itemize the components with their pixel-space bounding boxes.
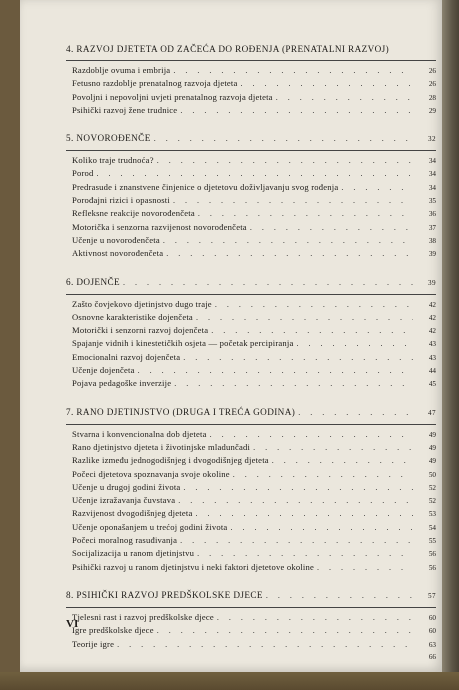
entry-page: 55 (428, 537, 436, 546)
entry-page: 50 (428, 470, 436, 479)
chapter-title-text: 8. PSIHIČKI RAZVOJ PREDŠKOLSKE DJECE (66, 589, 263, 600)
entry-title: Psihički razvoj žene trudnice (72, 104, 178, 115)
entry-page: 37 (428, 223, 436, 232)
entry-page: 52 (428, 497, 436, 506)
entry-page: 26 (428, 80, 436, 89)
leader-dots (211, 325, 413, 337)
chapter-page: 57 (428, 591, 436, 600)
entry-title: Počeci djetetova spoznavanja svoje okoline (72, 468, 230, 479)
chapter-title-text: 7. RANO DJETINJSTVO (DRUGA I TREĆA GODINA) (66, 406, 296, 417)
entry-title: Stvarna i konvencionalna dob djeteta (72, 428, 207, 439)
entry-page: 63 (428, 640, 436, 649)
leader-dots (166, 248, 413, 260)
leader-dots (215, 299, 413, 311)
toc-entry (66, 324, 436, 337)
toc-entry (66, 428, 436, 441)
chapter-title (66, 131, 436, 146)
leader-dots (180, 535, 413, 547)
entry-title: Učenje u drugoj godini života (72, 481, 181, 492)
toc-entry (66, 377, 436, 390)
entry-title: Rano djetinjstvo djeteta i životinjske mladunčadi (72, 441, 251, 452)
entry-title: Počeci moralnog rasuđivanja (72, 535, 178, 546)
chapter-title (66, 275, 436, 290)
entry-page: 53 (428, 510, 436, 519)
chapter-rule (66, 607, 436, 608)
chapter-page: 47 (428, 408, 436, 417)
leader-dots (197, 548, 413, 560)
entry-page: 54 (428, 523, 436, 532)
leader-dots (195, 508, 413, 520)
entry-page: 43 (428, 353, 436, 362)
chapter-rule (66, 424, 436, 425)
entry-title: Refleksne reakcije novorođenčeta (72, 208, 195, 219)
toc-entry (66, 561, 436, 574)
leader-dots (198, 208, 413, 220)
toc-entry (66, 181, 436, 194)
toc-entry (66, 624, 436, 637)
leader-dots (196, 312, 413, 324)
entry-title: Psihički razvoj u ranom djetinjstvu i neki faktori djetetove okoline (72, 561, 315, 572)
toc-entry (66, 167, 436, 180)
toc-entry (66, 64, 436, 77)
entry-page: 36 (428, 210, 436, 219)
entry-page: 49 (428, 457, 436, 466)
entry-page: 29 (428, 106, 436, 115)
leader-dots (97, 168, 413, 180)
entry-page: 39 (428, 250, 436, 259)
toc-entry (66, 234, 436, 247)
leader-dots (163, 235, 413, 247)
chapter-7 (66, 405, 436, 574)
entry-title: Učenje izražavanja čuvstava (72, 495, 176, 506)
entry-page: 52 (428, 483, 436, 492)
toc-entry (66, 638, 436, 651)
leader-dots (341, 182, 413, 194)
table-surface (0, 672, 459, 690)
entry-title: Razdoblje ovuma i embrija (72, 65, 171, 75)
entry-page: 34 (428, 157, 436, 166)
entry-page: 49 (428, 430, 436, 439)
entry-title: Zašto čovjekovo djetinjstvo dugo traje (72, 298, 212, 309)
leader-dots (276, 92, 413, 104)
entry-title: Porođajni rizici i opasnosti (72, 195, 170, 206)
chapter-title (66, 42, 436, 56)
entry-title: Tjelesni rast i razvoj predškolske djece (72, 611, 214, 622)
chapter-rule (66, 60, 436, 61)
chapter-title (66, 588, 436, 603)
leader-dots (266, 589, 413, 603)
entry-title: Socijalizacija u ranom djetinjstvu (72, 548, 195, 559)
leader-dots (138, 365, 413, 377)
chapter-page: 39 (428, 278, 436, 287)
entry-title: Osnovne karakteristike dojenčeta (72, 311, 193, 322)
entry-title: Motorički i senzorni razvoj dojenčeta (72, 325, 209, 336)
leader-dots (298, 406, 413, 420)
leader-dots (183, 352, 413, 364)
chapter-8 (66, 588, 436, 663)
leader-dots (241, 78, 413, 90)
entry-page: 56 (428, 563, 436, 572)
entry-title: Emocionalni razvoj dojenčeta (72, 351, 181, 362)
entry-title: Motorička i senzorna razvijenost novorođenčeta (72, 221, 247, 232)
toc-entry (66, 77, 436, 90)
entry-page: 42 (428, 327, 436, 336)
toc-entry (66, 194, 436, 207)
entry-page: 43 (428, 340, 436, 349)
entry-page: 26 (428, 67, 436, 75)
leader-dots (253, 442, 413, 454)
entry-page: 35 (428, 197, 436, 206)
page-number: VI (66, 618, 79, 630)
toc-entry (66, 454, 436, 467)
toc-entry (66, 221, 436, 234)
entry-title: Igre predškolske djece (72, 625, 154, 636)
entry-page: 34 (428, 170, 436, 179)
book-edge (442, 0, 459, 690)
entry-page: 60 (428, 627, 436, 636)
leader-dots (173, 195, 413, 207)
leader-dots (154, 132, 413, 146)
entry-title: Povoljni i nepovoljni uvjeti prenatalnog razvoja djeteta (72, 91, 273, 102)
leader-dots (272, 455, 413, 467)
toc-entry (66, 534, 436, 547)
entry-page: 56 (428, 550, 436, 559)
toc-entry (66, 494, 436, 507)
toc-entry (66, 507, 436, 520)
chapter-5 (66, 131, 436, 260)
entry-page: 45 (428, 380, 436, 389)
entry-page: 42 (428, 313, 436, 322)
leader-dots (217, 612, 413, 624)
leader-dots (117, 639, 413, 651)
toc-entry (66, 91, 436, 104)
toc-entry (66, 441, 436, 454)
entry-title: Pojava pedagoške inverzije (72, 378, 172, 389)
leader-dots (250, 222, 413, 234)
entry-title: Učenje u novorođenčeta (72, 234, 160, 245)
toc-entry (66, 651, 436, 663)
chapter-title-text: 6. DOJENČE (66, 276, 121, 287)
entry-title: Porod (72, 168, 94, 179)
leader-dots (157, 625, 413, 637)
toc-entry (66, 611, 436, 624)
toc-entry (66, 547, 436, 560)
leader-dots (297, 338, 414, 350)
toc-entry (66, 298, 436, 311)
leader-dots (123, 276, 413, 290)
table-of-contents (66, 42, 436, 672)
chapter-rule (66, 150, 436, 151)
entry-page: 38 (428, 236, 436, 245)
entry-page: 49 (428, 443, 436, 452)
toc-entry (66, 521, 436, 534)
leader-dots (317, 562, 413, 574)
toc-entry (66, 311, 436, 324)
entry-page: 44 (428, 367, 436, 376)
entry-title: Spajanje vidnih i kinestetičkih osjeta — početak percipiranja (72, 338, 294, 349)
leader-dots (230, 522, 413, 534)
entry-page: 66 (428, 652, 436, 661)
toc-entry (66, 337, 436, 350)
entry-title: Aktivnost novorođenčeta (72, 248, 164, 259)
toc-entry (66, 364, 436, 377)
leader-dots (233, 469, 413, 481)
entry-page: 42 (428, 300, 436, 309)
leader-dots (157, 155, 413, 167)
toc-entry (66, 104, 436, 117)
leader-dots (180, 105, 413, 117)
chapter-title-text: 4. RAZVOJ DJETETA OD ZAČEĆA DO ROĐENJA (PRENATALNI RAZVOJ) (66, 44, 390, 54)
entry-title: Razvijenost dvogodišnjeg djeteta (72, 508, 193, 519)
leader-dots (183, 482, 413, 494)
entry-title: Učenje dojenčeta (72, 365, 135, 376)
leader-dots (178, 495, 413, 507)
toc-entry (66, 207, 436, 220)
chapter-title (66, 405, 436, 420)
entry-title: Fetusno razdoblje prenatalnog razvoja djeteta (72, 78, 238, 89)
chapter-rule (66, 294, 436, 295)
chapter-4 (66, 42, 436, 117)
entry-title: Razlike između jednogodišnjeg i dvogodišnjeg djeteta (72, 455, 269, 466)
entry-page: 28 (428, 93, 436, 102)
entry-title: Teorije igre (72, 638, 115, 649)
book-page (20, 0, 442, 672)
leader-dots (174, 378, 413, 390)
entry-page: 60 (428, 613, 436, 622)
entry-title: Predrasude i znanstvene činjenice o djetetovu doživljavanju svog rođenja (72, 181, 339, 192)
toc-entry (66, 351, 436, 364)
toc-entry (66, 468, 436, 481)
chapter-title-text: 5. NOVOROĐENČE (66, 133, 151, 144)
leader-dots (173, 65, 413, 77)
entry-page: 34 (428, 183, 436, 192)
entry-title: Koliko traje trudnoća? (72, 155, 154, 166)
toc-entry (66, 154, 436, 167)
toc-entry (66, 481, 436, 494)
chapter-page: 32 (428, 135, 436, 144)
toc-entry (66, 247, 436, 260)
entry-title: Učenje oponašanjem u trećoj godini života (72, 521, 228, 532)
chapter-6 (66, 275, 436, 391)
leader-dots (210, 429, 413, 441)
